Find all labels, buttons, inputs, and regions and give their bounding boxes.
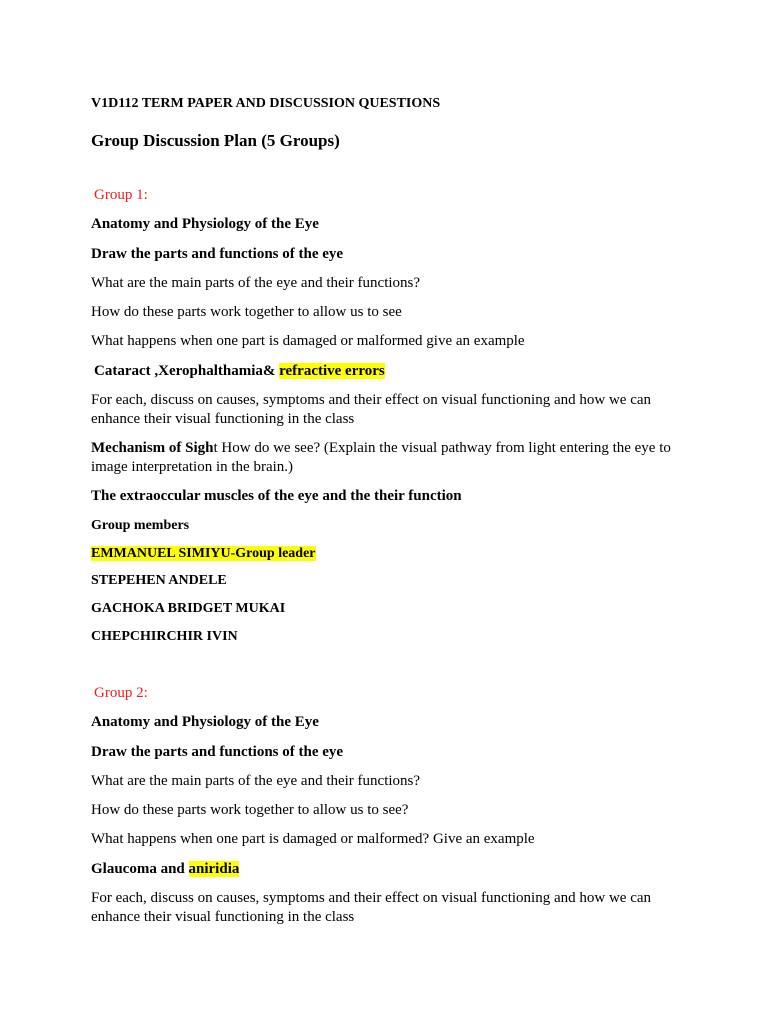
group-2-topic-anatomy: Anatomy and Physiology of the Eye xyxy=(91,714,319,730)
group-2-conditions-text: Glaucoma and xyxy=(91,861,189,877)
group-1-conditions-text: Cataract ,Xerophalthamia& xyxy=(94,363,280,379)
group-1-mechanism-bold: Mechanism of Sigh xyxy=(91,440,214,456)
group-1-question-2: How do these parts work together to allow us to see xyxy=(91,304,402,320)
group-1-conditions-highlight: refractive errors xyxy=(279,363,385,379)
group-2-question-2: How do these parts work together to allow us to see? xyxy=(91,802,409,818)
group-1-question-3: What happens when one part is damaged or malformed give an example xyxy=(91,333,525,349)
group-2-discuss-instructions: For each, discuss on causes, symptoms and their effect on visual functioning and how we can enhance their visual functioning in the class xyxy=(91,890,652,925)
group-1-mechanism-of-sight xyxy=(91,439,691,477)
group-2-topic-draw: Draw the parts and functions of the eye xyxy=(91,744,344,760)
group-1-discuss-instructions: For each, discuss on causes, symptoms and their effect on visual functioning and how we can enhance their visual functioning in the class xyxy=(91,392,652,427)
group-2-question-3: What happens when one part is damaged or malformed? Give an example xyxy=(91,831,535,847)
document-title: V1D112 TERM PAPER AND DISCUSSION QUESTIONS xyxy=(91,96,441,111)
group-2-question-1: What are the main parts of the eye and their functions? xyxy=(91,773,421,789)
group-1-conditions xyxy=(94,362,694,381)
document-heading: Group Discussion Plan (5 Groups) xyxy=(91,131,340,150)
group-2-conditions-highlight: aniridia xyxy=(188,861,240,877)
group-2-label: Group 2: xyxy=(94,685,148,701)
group-1-mechanism-text: t How do we see? (Explain the visual pathway from light entering the eye to image interpretation in the brain.) xyxy=(91,440,671,475)
group-1-topic-anatomy: Anatomy and Physiology of the Eye xyxy=(91,216,319,232)
group-1-leader xyxy=(91,544,691,563)
group-1-member-2: STEPEHEN ANDELE xyxy=(91,573,227,588)
group-1-member-3: GACHOKA BRIDGET MUKAI xyxy=(91,601,286,616)
group-1-member-4: CHEPCHIRCHIR IVIN xyxy=(91,629,238,644)
group-1-members-label: Group members xyxy=(91,518,190,533)
group-1-question-1: What are the main parts of the eye and their functions? xyxy=(91,275,421,291)
group-1-leader-name: EMMANUEL SIMIYU-Group leader xyxy=(91,546,316,561)
group-1-label: Group 1: xyxy=(94,187,148,203)
group-2-conditions xyxy=(91,860,691,879)
group-1-muscles-topic: The extraoccular muscles of the eye and the their function xyxy=(91,488,462,504)
group-1-topic-draw: Draw the parts and functions of the eye xyxy=(91,246,344,262)
